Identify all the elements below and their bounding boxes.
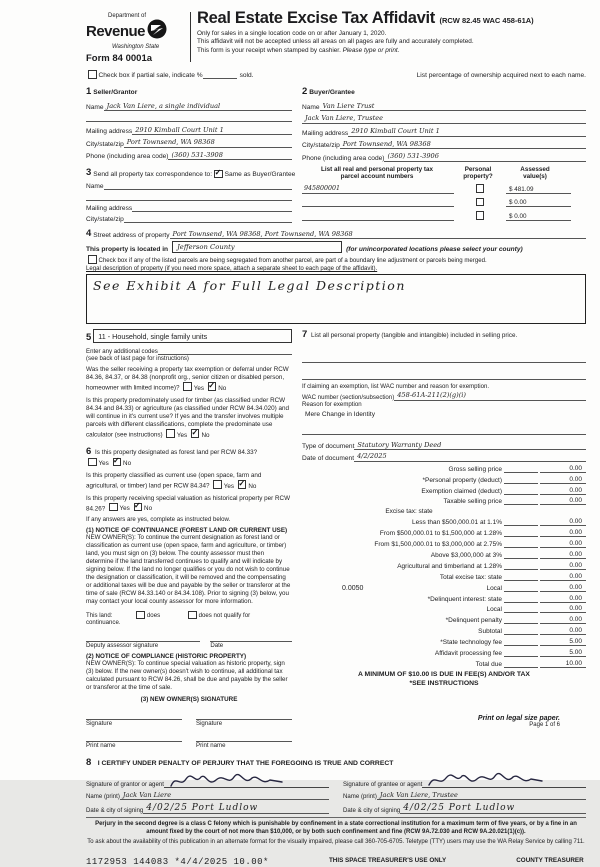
personal-property-checkbox[interactable] xyxy=(476,211,485,220)
partial-sale-checkbox[interactable] xyxy=(88,70,97,79)
q1-yes-checkbox[interactable] xyxy=(183,382,192,391)
q2-yes-checkbox[interactable] xyxy=(166,429,175,438)
ownership-note: List percentage of ownership acquired next to each name. xyxy=(416,71,586,79)
notice1-body: NEW OWNER(S): To continue the current designation as forest land or classification as current use (open space, farm and agriculture, or timber) land, you must sign on (3) below. The county assessor must then determine if the land transferred continues to qualify and will indicate by signing below. If the land no longer qualifies or you do not wish to continue the designation or classification, it will be removed and the compensating or additional taxes will be due and payable by the seller or transferor at the time of sale (RCW 84.33.140 or 84.34.108). Prior to signing (3) below, you may contact your local county assessor for more information. xyxy=(86,534,291,605)
parcel-row xyxy=(302,198,586,208)
tax-row: *Delinquent interest: state 0.00 xyxy=(302,595,586,603)
tax-value-field[interactable]: 5.00 xyxy=(540,649,586,657)
print-note: Print on legal size paper. Page 1 of 6 xyxy=(477,715,560,728)
section6-q1: 6 Is this property designated as forest land per RCW 84.33? Yes ✓ No xyxy=(86,446,292,469)
forest-no-checkbox[interactable] xyxy=(113,458,122,467)
section5-q1: Was the seller receiving a property tax exemption or deferral under RCW 84.36, 84.37, or 84.38 (nonprofit org., senior citizen or disabled person, homeowner with limited income)? Yes ✓ No xyxy=(86,366,292,393)
tax-value-field[interactable]: 0.00 xyxy=(540,605,586,613)
new-owner-printname-1[interactable] xyxy=(86,734,182,742)
tax-row: Affidavit processing fee 5.00 xyxy=(302,649,586,657)
perjury-notice: Perjury in the second degree is a class C felony which is punishable by confinement in a state correctional institution for a maximum term of five years, or by a fine in an amount fixed by the court of not more than $10,000, or by both such confinement and fine (RCW 9A.72.030 and RCW 9A.20.021(1)(c)). To ask about the availability of this publication in an alternate format for the visually impaired, please call 360-705-6705. Teletype (TTY) users may use the WA Relay Service by calling 711. xyxy=(87,821,585,845)
tax-row: Exemption claimed (deduct) 0.00 xyxy=(302,487,586,495)
buyer-name2-field[interactable]: Jack Van Liere, Trustee xyxy=(302,114,586,124)
section6-q2: Is this property classified as current use (open space, farm and agricultural, or timber) land per RCW 84.34? Yes ✓ No xyxy=(86,472,292,491)
grantor-signature-icon xyxy=(168,771,288,791)
page-title: Real Estate Excise Tax Affidavit xyxy=(197,9,436,27)
additional-codes-note: (see back of last page for instructions) xyxy=(86,355,189,363)
currentuse-no-checkbox[interactable] xyxy=(238,480,247,489)
header-divider xyxy=(190,12,191,62)
excise-state-heading: Excise tax: state xyxy=(385,508,433,516)
tax-row: Subtotal 0.00 xyxy=(302,627,586,635)
tax-row: *State technology fee 5.00 xyxy=(302,638,586,646)
tax-row-local: 0.0050 Local 0.00 xyxy=(302,584,586,592)
parcel-table: List all real and personal property tax parcel account numbers Personal property? Assessed value(s) 945800001 $ 481.09 $ 0.00 $ 0.00 xyxy=(302,166,586,221)
notice1-title: (1) NOTICE OF CONTINUANCE (FOREST LAND OR CURRENT USE) xyxy=(86,527,288,535)
q1-no-checkbox[interactable] xyxy=(208,382,217,391)
tax-value-field[interactable]: 0.00 xyxy=(540,540,586,548)
tax-value-field[interactable]: 0.00 xyxy=(540,595,586,603)
tax-row: Above $3,000,000 at 3% 0.00 xyxy=(302,551,586,559)
legal-description-box[interactable] xyxy=(86,274,586,324)
buyer-mailing-field[interactable]: 2910 Kimball Court Unit 1 xyxy=(348,127,586,137)
assessed-value-field[interactable]: $ 0.00 xyxy=(506,213,571,221)
deputy-assessor-signature-field[interactable] xyxy=(86,634,200,642)
tax-computation xyxy=(302,465,586,668)
grantor-date-city[interactable]: 4/02/25 Port Ludlow xyxy=(143,803,329,815)
rcw-reference: (RCW 82.45 WAC 458-61A) xyxy=(439,16,534,25)
grantor-signature[interactable] xyxy=(164,771,329,788)
tax-value-field[interactable]: 0.00 xyxy=(540,627,586,635)
grantor-print-name[interactable]: Jack Van Liere xyxy=(120,791,329,801)
local-rate: 0.0050 xyxy=(342,584,364,592)
tax-row: Taxable selling price 0.00 xyxy=(302,497,586,505)
form-number: Form 84 0001a xyxy=(86,53,153,64)
section3-heading: 3 Send all property tax correspondence to: ✓ Same as Buyer/Grantee xyxy=(86,167,292,178)
currentuse-yes-checkbox[interactable] xyxy=(213,480,222,489)
tax-row: Total due 10.00 xyxy=(302,660,586,668)
tax-row: Gross selling price 0.00 xyxy=(302,465,586,473)
assessed-value-field[interactable]: $ 0.00 xyxy=(506,199,571,207)
revenue-swirl-icon xyxy=(147,19,167,44)
seller-citystate-field[interactable]: Port Townsend, WA 98368 xyxy=(124,138,292,148)
tax-value-field[interactable]: 0.00 xyxy=(540,616,586,624)
seller-name-field[interactable]: Jack Van Liere, a single individual xyxy=(104,102,292,112)
revenue-wordmark: Revenue xyxy=(86,23,146,40)
personal-property-checkbox[interactable] xyxy=(476,198,485,207)
tax-value-field[interactable]: 0.00 xyxy=(540,465,586,473)
section8: 8 I CERTIFY UNDER PENALTY OF PERJURY THAT THE FOREGOING IS TRUE AND CORRECT Signature of grantor or agent Name (print) Jack Van Liere Date & city of signing 4/02/25 Port Ludlow Signature of grantee or agent Name (print) Jack Van Liere, Trustee Date & city of signing 4/02/25 Port Ludlow xyxy=(86,752,586,814)
seller-phone-field[interactable]: (360) 531-3908 xyxy=(168,151,292,161)
county-treasurer-label: COUNTY TREASURER xyxy=(516,856,584,864)
new-owner-signature-2[interactable] xyxy=(196,712,292,720)
footer-row xyxy=(86,857,586,867)
notice3-title: (3) NEW OWNER(S) SIGNATURE xyxy=(140,696,238,704)
deputy-date-field[interactable] xyxy=(210,634,292,642)
grantee-signature-icon xyxy=(426,771,546,791)
correspondence-name2-field[interactable] xyxy=(86,193,292,201)
section2-heading: 2 Buyer/Grantee xyxy=(302,85,355,97)
page-number: Page 1 of 6 xyxy=(529,722,560,728)
cashier-stamp: 1172953 144083 *4/4/2025 10.00* xyxy=(86,856,269,867)
additional-codes-field[interactable] xyxy=(158,347,292,355)
tax-row: *Delinquent penalty 0.00 xyxy=(302,616,586,624)
treasurer-space-label: THIS SPACE TREASURER'S USE ONLY xyxy=(328,856,447,864)
tax-row: *Personal property (deduct) 0.00 xyxy=(302,476,586,484)
same-as-buyer-checkbox[interactable] xyxy=(214,170,223,179)
buyer-phone-field[interactable]: (360) 531-3906 xyxy=(384,152,586,162)
document-date-field[interactable]: 4/2/2025 xyxy=(354,452,586,462)
notice2-body: NEW OWNER(S): To continue special valuation as historic property, sign (3) below. If the new owner(s) doesn't wish to continue, all additional tax calculated pursuant to RCW 84.26, shall be due and payable by the seller or transferor at the time of sale. xyxy=(86,660,288,692)
document-type-field[interactable]: Statutory Warranty Deed xyxy=(354,441,586,451)
dept-of-label: Department of xyxy=(108,13,147,19)
tax-value-field[interactable]: 0.00 xyxy=(540,551,586,559)
tax-row: Total excise tax: state 0.00 xyxy=(302,573,586,581)
q2-no-checkbox[interactable] xyxy=(191,429,200,438)
land-does-not-checkbox[interactable] xyxy=(188,611,197,620)
segregated-checkbox[interactable] xyxy=(88,255,97,264)
land-use-code-select[interactable]: 11 - Household, single family units xyxy=(93,329,292,343)
form-header xyxy=(86,10,586,64)
tax-value-field[interactable]: 0.00 xyxy=(540,518,586,526)
exemption-note: If claiming an exemption, list WAC number and reason for exemption. xyxy=(302,383,490,391)
section6-q3: Is this property receiving special valuation as historical property per RCW 84.26? Yes ✓ No xyxy=(86,495,292,514)
partial-sale-row: Check box if partial sale, indicate % sold. xyxy=(86,70,254,79)
correspondence-name-field[interactable] xyxy=(104,182,292,190)
street-address-field[interactable]: Port Townsend, WA 98368, Port Townsend, WA 98368 xyxy=(170,230,381,240)
tax-value-field[interactable]: 0.00 xyxy=(540,487,586,495)
personal-property-checkbox[interactable] xyxy=(476,184,485,193)
certify-statement: I CERTIFY UNDER PENALTY OF PERJURY THAT THE FOREGOING IS TRUE AND CORRECT xyxy=(97,760,394,768)
washington-state-label: Washington State xyxy=(112,44,160,50)
reason-extra-line[interactable] xyxy=(302,427,586,435)
dor-logo xyxy=(86,10,188,64)
tax-row: Local 0.00 xyxy=(302,605,586,613)
personal-property-list-field2[interactable] xyxy=(302,372,586,380)
wac-number-field[interactable]: 458-61A-211(2)(g)(i) xyxy=(394,391,586,401)
personal-property-list-field[interactable] xyxy=(302,355,586,363)
parcel-number-field[interactable] xyxy=(302,212,454,221)
reet-affidavit-form: Department of Revenue Washington State Form 84 0001a Real Estate Excise Tax Affidavit (RCW 82.45 WAC 458-61A) Only for sales in a single location code on or after January 1, 2020. This affidavit will not be accepted unless all areas on all pages are fully and accurately completed. This form is your receipt when stamped by cashier. Please type or print. Check box if partial sale, indicate % sold. List percentage of ownership acquired next to each name. 1 Seller/Grantor Name Jack Van Liere, a single individual Mailing address 2910 Kimball Court Unit 1 City/state/zip Port Townsend, WA 98368 Phone (including area code) (360) 531-3908 3 Send all property tax correspondence to: ✓ Same as Buyer/Grantee Name Mailing address City/state/zip 2 Buyer/Grantee Name Van Liere Trust Jack Van Liere, Trustee Mailing address 2910 Kimball Court Unit 1 City/state/zip Port Townsend, WA 98368 Phone (including area code) (360) 531-3906 List all real and personal property tax parcel account numbers Personal property? Assessed value(s) 945800001 $ 481.09 $ 0.00 $ 0.00 4 Street address of property Port Townsend, WA 98368, Port Townsend, WA 98368 This property is located in Jefferson County (for unincorporated locations please select your county) Check box if any of the listed parcels are being segregated from another parcel, are part of a boundary line adjustment or parcels being merged. Legal description of property (if you need more space, attach a separate sheet to each page of the affidavit). See Exhibit A for Full Legal Description 5 11 - Household, single family units Enter any additional codes (see back of last page for instructions) Was the seller receiving a property tax exemption or deferral under RCW 84.36, 84.37, or 84.38 (nonprofit org., senior citizen or disabled person, homeowner with limited income)? Yes ✓ No Is this property predominately used for timber (as classified under RCW 84.34 and 84.33) or agriculture (as classified under RCW 84.34.020) and will continue in it's current use? If yes and the transfer involves multiple parcels with different classifications, complete the predominate use calculator (see instructions) Yes ✓ No 6 Is this property designated as forest land per RCW 84.33? Yes ✓ No Is this property classified as current use (open space, farm and agricultural, or timber) land per RCW 84.34? Yes ✓ No Is this property receiving special valuation as historical property per RCW 84.26? Yes ✓ No If any answers are yes, complete as instructed below. (1) NOTICE OF CONTINUANCE (FOREST LAND OR CURRENT USE) NEW OWNER(S): To continue the current designation as forest land or classification as current use (open space, farm and agriculture, or timber) land, you must sign on (3) below. The county assessor must then determine if the land transferred continues to qualify and will indicate by signing below. If the land no longer qualifies or you do not wish to continue the designation or classification, it will be removed and the compensating or additional taxes will be due and payable by the seller or transferor at the time of sale (RCW 84.33.140 or 84.34.108). Prior to signing (3) below, you may contact your local county assessor for more information. This land: does does not qualify for continuance. Deputy assessor signature Date (2) NOTICE OF COMPLIANCE (HISTORIC PROPERTY) NEW OWNER(S): To continue special valuation as historic property, sign (3) below. If the new owner(s) doesn't wish to continue, all additional tax calculated pursuant to RCW 84.26, shall be due and payable by the seller or transferor at the time of sale. (3) NEW OWNER(S) SIGNATURE Signature Signature Print name Print name 7 List all personal property (tangible and intangible) included in selling price. If claiming an exemption, list WAC number and reason for exemption. WAC number (section/subsection) 458-61A-211(2)(g)(i) Reason for exemption Mere Change in Identity Type of document Statutory Warranty Deed Date of document 4/2/2025 Gross selling price 0.00 *Personal property (deduct) 0.00 Exemption claimed (deduct) 0.00 Taxable selling price 0.00 Excise tax: state Less than $500,000.01 at 1.1% 0.00 From $500,000.01 to $1,500,000 at 1.28% 0.00 From $1,500,000.01 to $3,000,000 at 2.75% 0.00 Above $3,000,000 at 3% 0.00 Agricultural and timberland at 1.28% 0.00 Total excise tax: state 0.00 0.0050 Local 0.00 *Delinquent interest: state 0.00 Local 0.00 *Delinquent penalty 0.00 Subtotal 0.00 *State technology fee 5.00 Affidavit processing fee 5.00 Total due 10.00 A MINIMUM OF $10.00 IS DUE IN FEE(S) AND/OR TAX *SEE INSTRUCTIONS 8 I CERTIFY UNDER PENALTY OF PERJURY THAT THE FOREGOING IS TRUE AND CORRECT Signature of grantor or agent Name (print) Jack Van Liere Date & city of signing 4/02/25 Port Ludlow Signature of grantee or agent Name (print) Jack Van Liere, Trustee Date & city of signing 4/02/25 Port Ludlow Perjury in the second degree is a class C felony which is punishable by confinement in a state correctional institution for a maximum term of five years, or by a fine in an amount fixed by the court of not more than $10,000, or by both such confinement and fine (RCW 9A.72.030 and RCW 9A.20.021(1)(c)). To ask about the availability of this publication in an alternate format for the visually impaired, please call 360-705-6705. Teletype (TTY) users may use the WA Relay Service by calling 711. 1172953 144083 *4/4/2025 10.00* THIS SPACE TREASURER'S USE ONLY COUNTY TREASURER Print on legal size paper. Page 1 of 6 xyxy=(0,0,600,780)
minimum-fee-note: A MINIMUM OF $10.00 IS DUE IN FEE(S) AND/OR TAX *SEE INSTRUCTIONS xyxy=(358,670,530,687)
tax-row: Less than $500,000.01 at 1.1% 0.00 xyxy=(302,518,586,526)
parcel-number-field[interactable]: 945800001 xyxy=(302,185,454,194)
assessed-value-field[interactable]: $ 481.09 xyxy=(506,186,571,194)
grantee-date-city[interactable]: 4/02/25 Port Ludlow xyxy=(400,803,586,815)
grantee-signature[interactable] xyxy=(422,771,586,788)
correspondence-citystate-field[interactable] xyxy=(124,215,292,223)
tax-value-field[interactable]: 0.00 xyxy=(540,529,586,537)
historic-no-checkbox[interactable] xyxy=(134,503,143,512)
if-yes-instruction: If any answers are yes, complete as instructed below. xyxy=(86,516,231,524)
tax-row: Agricultural and timberland at 1.28% 0.00 xyxy=(302,562,586,570)
header-instructions: Only for sales in a single location code on or after January 1, 2020. This affidavit will not be accepted unless all areas on all pages are fully and accurately completed. This form is your receipt when stamped by cashier. Please type or print. xyxy=(197,30,474,54)
forest-yes-checkbox[interactable] xyxy=(88,458,97,467)
partial-sale-percent-field[interactable] xyxy=(203,71,237,79)
section7-intro: 7 List all personal property (tangible and intangible) included in selling price. xyxy=(302,329,518,341)
tax-row: From $500,000.01 to $1,500,000 at 1.28% 0.00 xyxy=(302,529,586,537)
notice2-title: (2) NOTICE OF COMPLIANCE (HISTORIC PROPERTY) xyxy=(86,653,247,661)
parcel-row xyxy=(302,184,586,194)
reason-value[interactable]: Mere Change in Identity xyxy=(305,410,376,418)
section1-heading: 1 Seller/Grantor xyxy=(86,85,138,97)
tax-value-field[interactable]: 0.00 xyxy=(540,476,586,484)
seller-name2-field[interactable] xyxy=(86,114,292,122)
historic-yes-checkbox[interactable] xyxy=(109,503,118,512)
tax-value-field[interactable]: 0.00 xyxy=(540,573,586,581)
tax-value-field[interactable]: 0.00 xyxy=(540,584,586,592)
section4: 4 Street address of property Port Townsend, WA 98368, Port Townsend, WA 98368 This property is located in Jefferson County (for unincorporated locations please select your county) Check box if any of the listed parcels are being segregated from another parcel, are part of a boundary line adjustment or parcels being merged. Legal description of property (if you need more space, attach a separate sheet to each page of the affidavit). See Exhibit A for Full Legal Description xyxy=(86,228,586,324)
legal-description-handwriting: See Exhibit A for Full Legal Description xyxy=(93,278,406,294)
tax-value-field[interactable]: 5.00 xyxy=(540,638,586,646)
county-select[interactable]: Jefferson County xyxy=(172,241,342,253)
new-owner-printname-2[interactable] xyxy=(196,734,292,742)
buyer-name-field[interactable]: Van Liere Trust xyxy=(320,102,586,112)
seller-mailing-field[interactable]: 2910 Kimball Court Unit 1 xyxy=(132,126,292,136)
section5-q2: Is this property predominately used for timber (as classified under RCW 84.34 and 84.33) or agriculture (as classified under RCW 84.34.020) and will continue in it's current use? If yes and the transfer involves multiple parcels with different classifications, complete the predominate use calculator (see instructions) Yes ✓ No xyxy=(86,397,292,440)
tax-value-field[interactable]: 10.00 xyxy=(540,660,586,668)
grantee-print-name[interactable]: Jack Van Liere, Trustee xyxy=(377,791,586,801)
correspondence-mailing-field[interactable] xyxy=(132,204,292,212)
new-owner-signature-1[interactable] xyxy=(86,712,182,720)
parcel-number-field[interactable] xyxy=(302,198,454,207)
tax-row: From $1,500,000.01 to $3,000,000 at 2.75% 0.00 xyxy=(302,540,586,548)
land-does-checkbox[interactable] xyxy=(136,611,145,620)
reason-label: Reason for exemption xyxy=(302,400,362,408)
tax-value-field[interactable]: 0.00 xyxy=(540,562,586,570)
tax-value-field[interactable]: 0.00 xyxy=(540,497,586,505)
parcel-row xyxy=(302,211,586,221)
legal-description-label: Legal description of property (if you need more space, attach a separate sheet to each page of the affidavit). xyxy=(86,265,378,273)
buyer-citystate-field[interactable]: Port Townsend, WA 98368 xyxy=(340,140,586,150)
